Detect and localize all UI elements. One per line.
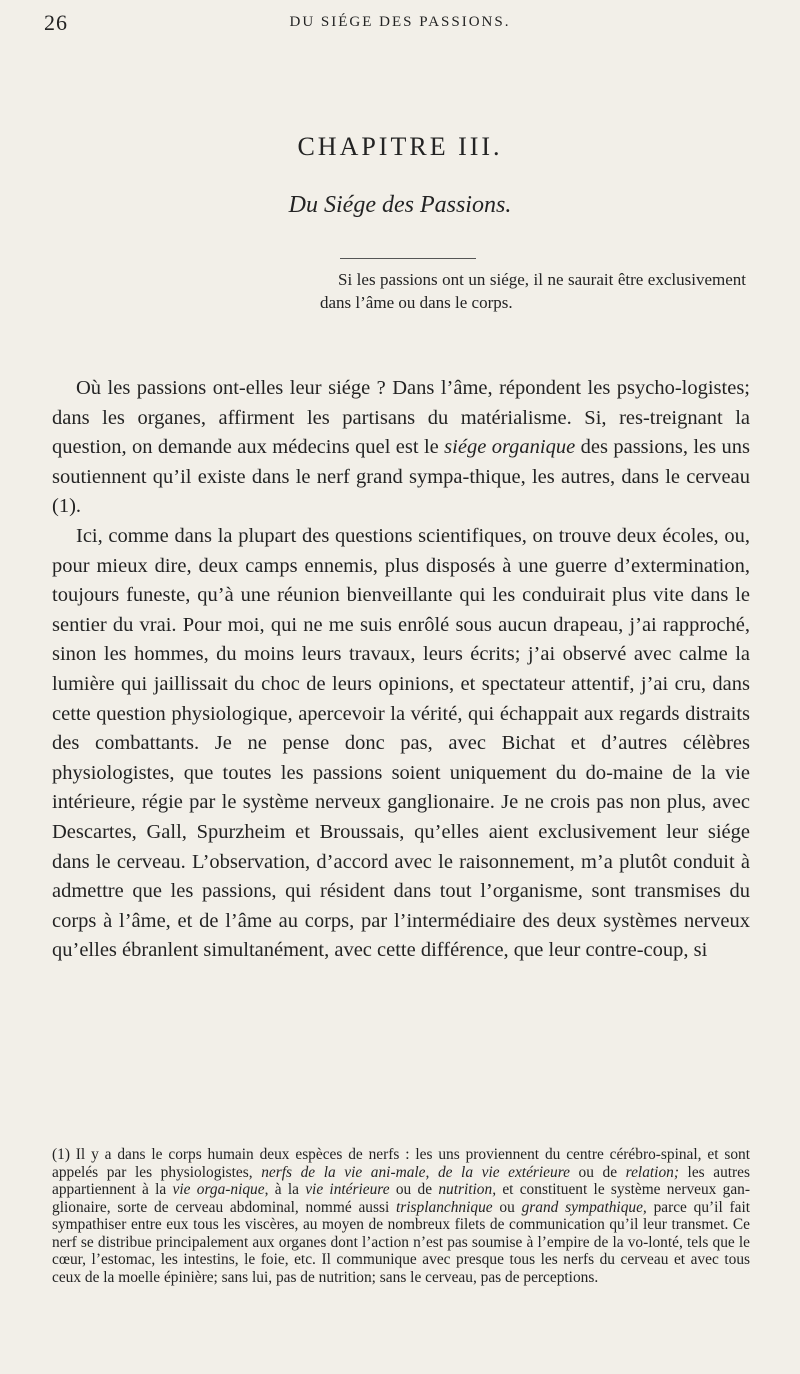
page-number: 26 [44, 10, 68, 35]
chapter-subtitle: Du Siége des Passions. [288, 192, 512, 218]
paragraph-1: Où les passions ont-elles leur siége ? Dans l’âme, répondent les psycho-logistes; dans les organes, affirment les partisans du matérialisme. Si, res-treignant la question, on demande aux médecins quel est le siége organique des passions, les uns soutiennent qu’il existe dans le nerf grand sympa-thique, les autres, dans le cerveau (1). [52, 377, 750, 518]
footnote: (1) Il y a dans le corps humain deux espèces de nerfs : les uns proviennent du centre cérébro-spinal, et sont appelés par les physiologistes, nerfs de la vie ani-male, de la vie extérieure ou de relation; les autres appartiennent à la vie orga-nique, à la vie intérieure ou de nutrition, et constituent le système nerveux gan-glionaire, sorte de cerveau abdominal, nommé aussi trisplanchnique ou grand sympathique, parce qu’il fait sympathiser entre eux tous les viscères, au moyen de nombreux filets de communication qu’il leur transmet. Ce nerf se distribue principalement aux organes dont l’action n’est pas soumise à l’empire de la vo-lonté, tels que le cœur, l’estomac, les intestins, le foie, etc. Il communique avec presque tous les nerfs du cerveau et avec tous ceux de la moelle épinière; sans lui, pas de nutrition; sans le cerveau, pas de perceptions. [52, 1146, 751, 1286]
epigraph: Si les passions ont un siége, il ne saurait être exclusivement dans l’âme ou dans le corps. [320, 270, 746, 312]
title-divider [340, 258, 476, 259]
main-text [52, 374, 750, 966]
italic-term: siége organique [444, 436, 576, 459]
running-head: DU SIÉGE DES PASSIONS. [289, 14, 511, 30]
page-header [44, 10, 756, 40]
chapter-title: CHAPITRE III. [297, 132, 503, 161]
paragraph-2: Ici, comme dans la plupart des questions scientifiques, on trouve deux écoles, ou, pour mieux dire, deux camps ennemis, plus disposés à une guerre d’extermination, toujours funeste, qu’à une réunion bienveillante qui les conduirait plus vite dans le sentier du vrai. Pour moi, qui ne me suis enrôlé sous aucun drapeau, j’ai rapproché, sinon les hommes, du moins leurs travaux, leurs écrits; j’ai observé avec calme la lumière qui jaillissait du choc de leurs opinions, et spectateur attentif, j’ai cru, dans cette question physiologique, apercevoir la vérité, qui échappait aux regards distraits des combattants. Je ne pense donc pas, avec Bichat et d’autres célèbres physiologistes, que toutes les passions soient uniquement du do-maine de la vie intérieure, régie par le système nerveux ganglionaire. Je ne crois pas non plus, avec Descartes, Gall, Spurzheim et Broussais, qu’elles aient exclusivement leur siége dans le cerveau. L’observation, d’accord avec le raisonnement, m’a plutôt conduit à admettre que les passions, qui résident dans tout l’organisme, sont transmises du corps à l’âme, et de l’âme au corps, par l’intermédiaire des deux systèmes nerveux qu’elles ébranlent simultanément, avec cette différence, que leur contre-coup, si [52, 524, 750, 962]
